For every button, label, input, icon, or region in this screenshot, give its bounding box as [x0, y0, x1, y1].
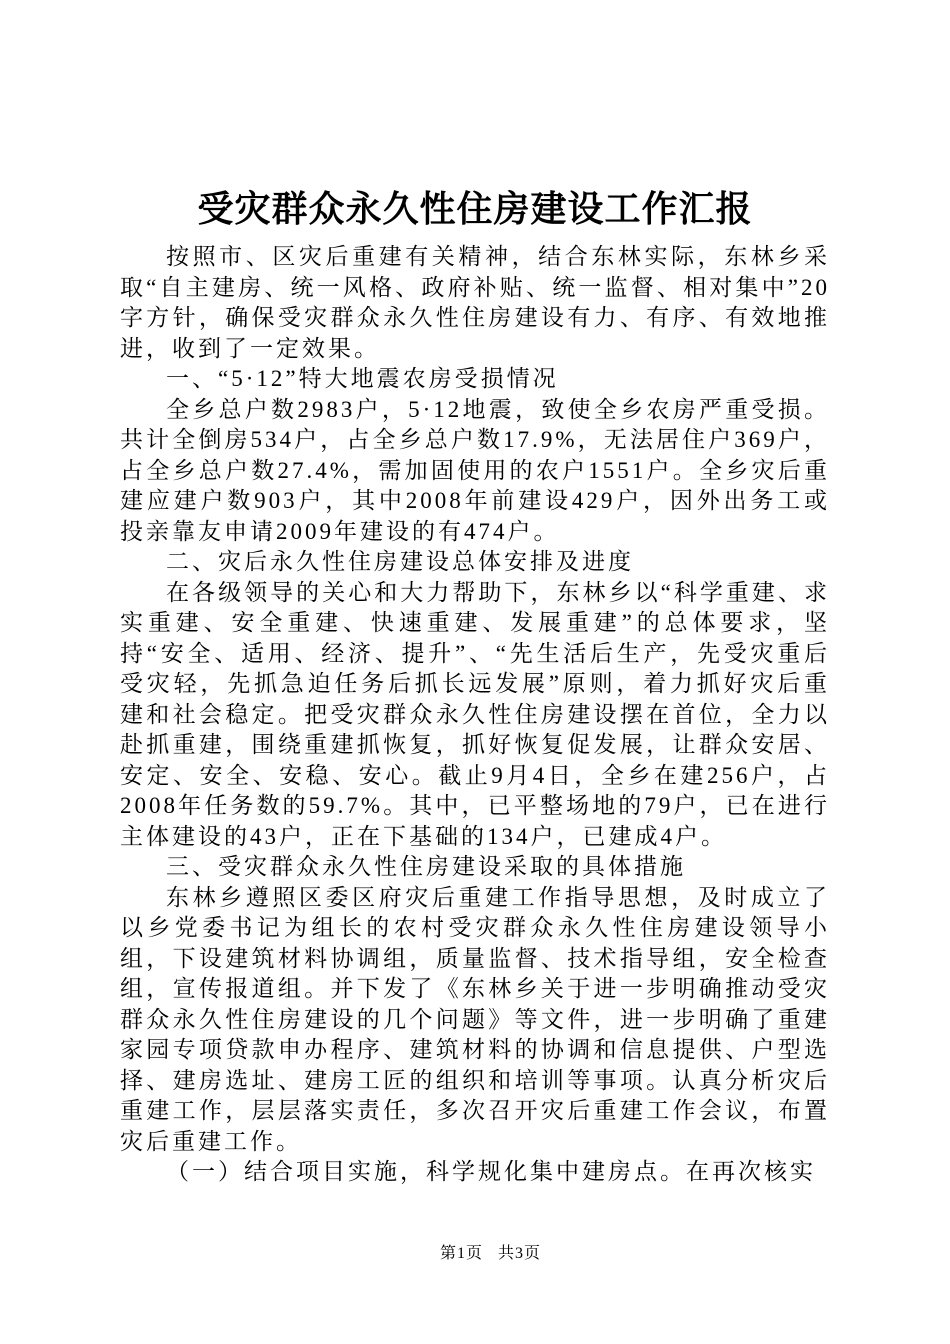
body-paragraph: 东林乡遵照区委区府灾后重建工作指导思想，及时成立了以乡党委书记为组长的农村受灾群众永久性住房建设领导小组，下设建筑材料协调组，质量监督、技术指导组，安全检查组，宣传报道组。并下发了《东林乡关于进一步明确推动受灾群众永久性住房建设的几个问题》等文件，进一步明确了重建家园专项贷款申办程序、建筑材料的协调和信息提供、户型选择、建房选址、建房工匠的组织和培训等事项。认真分析灾后重建工作，层层落实责任，多次召开灾后重建工作会议，布置灾后重建工作。 — [120, 884, 830, 1154]
section-heading: 二、灾后永久性住房建设总体安排及进度 — [166, 549, 634, 574]
document-body — [120, 242, 830, 1188]
document-content — [120, 186, 830, 1188]
page-count-label: 共3页 — [498, 1245, 542, 1262]
page-number-label: 第1页 — [440, 1245, 484, 1262]
body-paragraph: 全乡总户数2983户，5·12地震，致使全乡农房严重受损。共计全倒房534户，占全乡总户数17.9%，无法居住户369户，占全乡总户数27.4%，需加固使用的农户1551户。全乡灾后重建应建户数903户，其中2008年前建设429户，因外出务工或投亲靠友申请2009年建设的有474户。 — [120, 396, 830, 544]
page-footer — [440, 1240, 541, 1263]
body-paragraph: 按照市、区灾后重建有关精神，结合东林实际，东林乡采取“自主建房、统一风格、政府补贴、统一监督、相对集中”20字方针，确保受灾群众永久性住房建设有力、有序、有效地推进，收到了一定效果。 — [120, 244, 830, 361]
body-paragraph: 在各级领导的关心和大力帮助下，东林乡以“科学重建、求实重建、安全重建、快速重建、发展重建”的总体要求，坚持“安全、适用、经济、提升”、“先生活后生产，先受灾重后受灾轻，先抓急迫任务后抓长远发展”原则，着力抓好灾后重建和社会稳定。把受灾群众永久性住房建设摆在首位，全力以赴抓重建，围绕重建抓恢复，抓好恢复促发展，让群众安居、安定、安全、安稳、安心。截止9月4日，全乡在建256户，占2008年任务数的59.7%。其中，已平整场地的79户，已在进行主体建设的43户，正在下基础的134户，已建成4户。 — [120, 579, 830, 849]
body-paragraph: （一）结合项目实施，科学规化集中建房点。在再次核实 — [166, 1159, 816, 1184]
section-heading: 三、受灾群众永久性住房建设采取的具体措施 — [166, 854, 686, 879]
document-title: 受灾群众永久性住房建设工作汇报 — [197, 189, 753, 229]
section-heading: 一、“5·12”特大地震农房受损情况 — [166, 366, 559, 391]
